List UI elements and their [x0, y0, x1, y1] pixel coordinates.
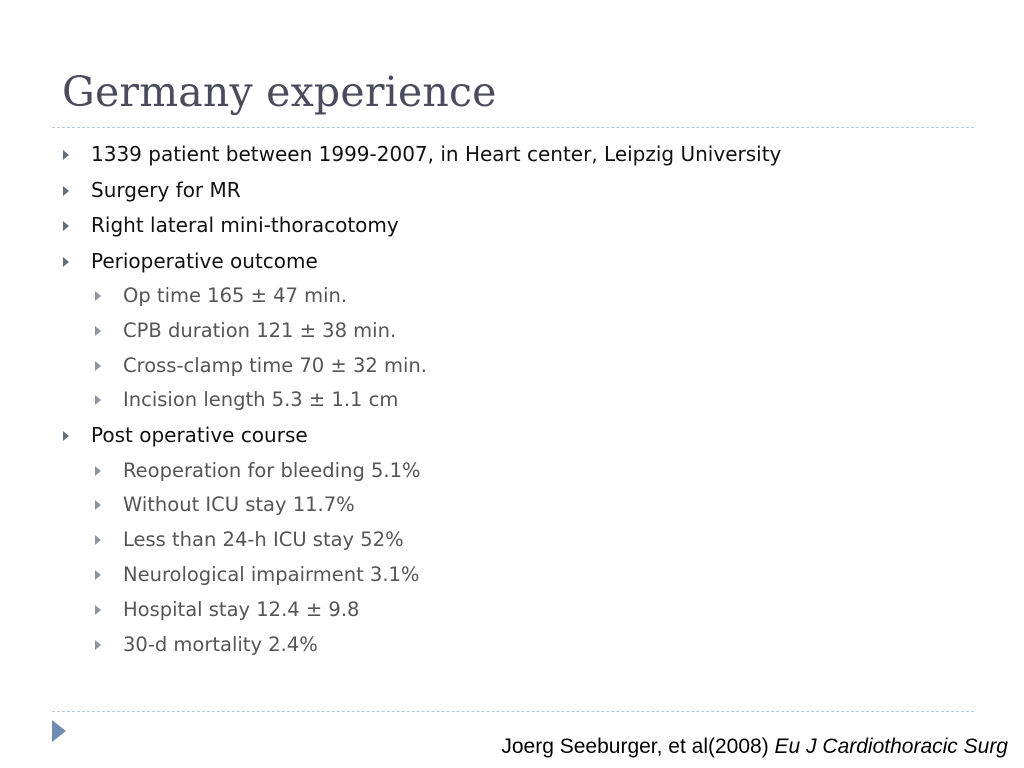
sub-bullet-text: Cross-clamp time 70 ± 32 min.	[123, 353, 427, 377]
triangle-bullet-icon	[95, 535, 101, 545]
triangle-bullet-icon	[95, 361, 101, 371]
sub-bullet-text: CPB duration 121 ± 38 min.	[123, 318, 397, 342]
list-item	[0, 419, 1024, 455]
triangle-bullet-icon	[63, 186, 69, 196]
citation	[501, 735, 1008, 759]
triangle-bullet-icon	[63, 431, 69, 441]
sub-bullet-text: Without ICU stay 11.7%	[123, 493, 355, 517]
sub-list-item	[0, 455, 1024, 490]
triangle-bullet-icon	[63, 221, 69, 231]
triangle-bullet-icon	[95, 500, 101, 510]
triangle-bullet-icon	[63, 257, 69, 267]
triangle-bullet-icon	[95, 326, 101, 336]
footer-divider	[52, 711, 974, 712]
triangle-bullet-icon	[95, 570, 101, 580]
sub-list-item	[0, 384, 1024, 419]
triangle-bullet-icon	[95, 395, 101, 405]
play-icon[interactable]	[52, 720, 66, 742]
list-item	[0, 174, 1024, 210]
triangle-bullet-icon	[63, 150, 69, 160]
sub-bullet-text: Less than 24-h ICU stay 52%	[123, 528, 404, 552]
sub-list-item	[0, 559, 1024, 594]
bullet-text: Right lateral mini-thoracotomy	[91, 213, 399, 237]
bullet-text: 1339 patient between 1999-2007, in Heart center, Leipzig University	[91, 142, 782, 166]
sub-bullet-text: Reoperation for bleeding 5.1%	[123, 458, 421, 482]
list-item	[0, 245, 1024, 281]
sub-bullet-text: Hospital stay 12.4 ± 9.8	[123, 597, 360, 621]
sub-list-item	[0, 594, 1024, 629]
bullet-text: Perioperative outcome	[91, 248, 318, 273]
sub-bullet-text: Neurological impairment 3.1%	[123, 563, 420, 587]
triangle-bullet-icon	[95, 605, 101, 615]
sub-list-item	[0, 350, 1024, 385]
sub-list-item	[0, 629, 1024, 664]
sub-list-item	[0, 315, 1024, 350]
title-divider	[52, 127, 974, 128]
list-item	[0, 138, 1024, 174]
citation-authors: Joerg Seeburger, et al(2008)	[501, 735, 769, 758]
sub-list-item	[0, 280, 1024, 315]
slide-title: Germany experience	[62, 68, 497, 116]
sub-list-item	[0, 524, 1024, 559]
triangle-bullet-icon	[95, 466, 101, 476]
bullet-text: Surgery for MR	[91, 177, 241, 202]
bullet-text: Post operative course	[91, 423, 308, 448]
sub-list-item	[0, 489, 1024, 524]
triangle-bullet-icon	[95, 291, 101, 301]
sub-bullet-text: Incision length 5.3 ± 1.1 cm	[123, 388, 399, 412]
citation-journal: Eu J Cardiothoracic Surg	[774, 735, 1008, 758]
list-item	[0, 209, 1024, 245]
sub-bullet-text: 30-d mortality 2.4%	[123, 632, 318, 656]
bullet-list	[0, 138, 1024, 663]
sub-bullet-text: Op time 165 ± 47 min.	[123, 284, 348, 307]
triangle-bullet-icon	[95, 640, 101, 650]
